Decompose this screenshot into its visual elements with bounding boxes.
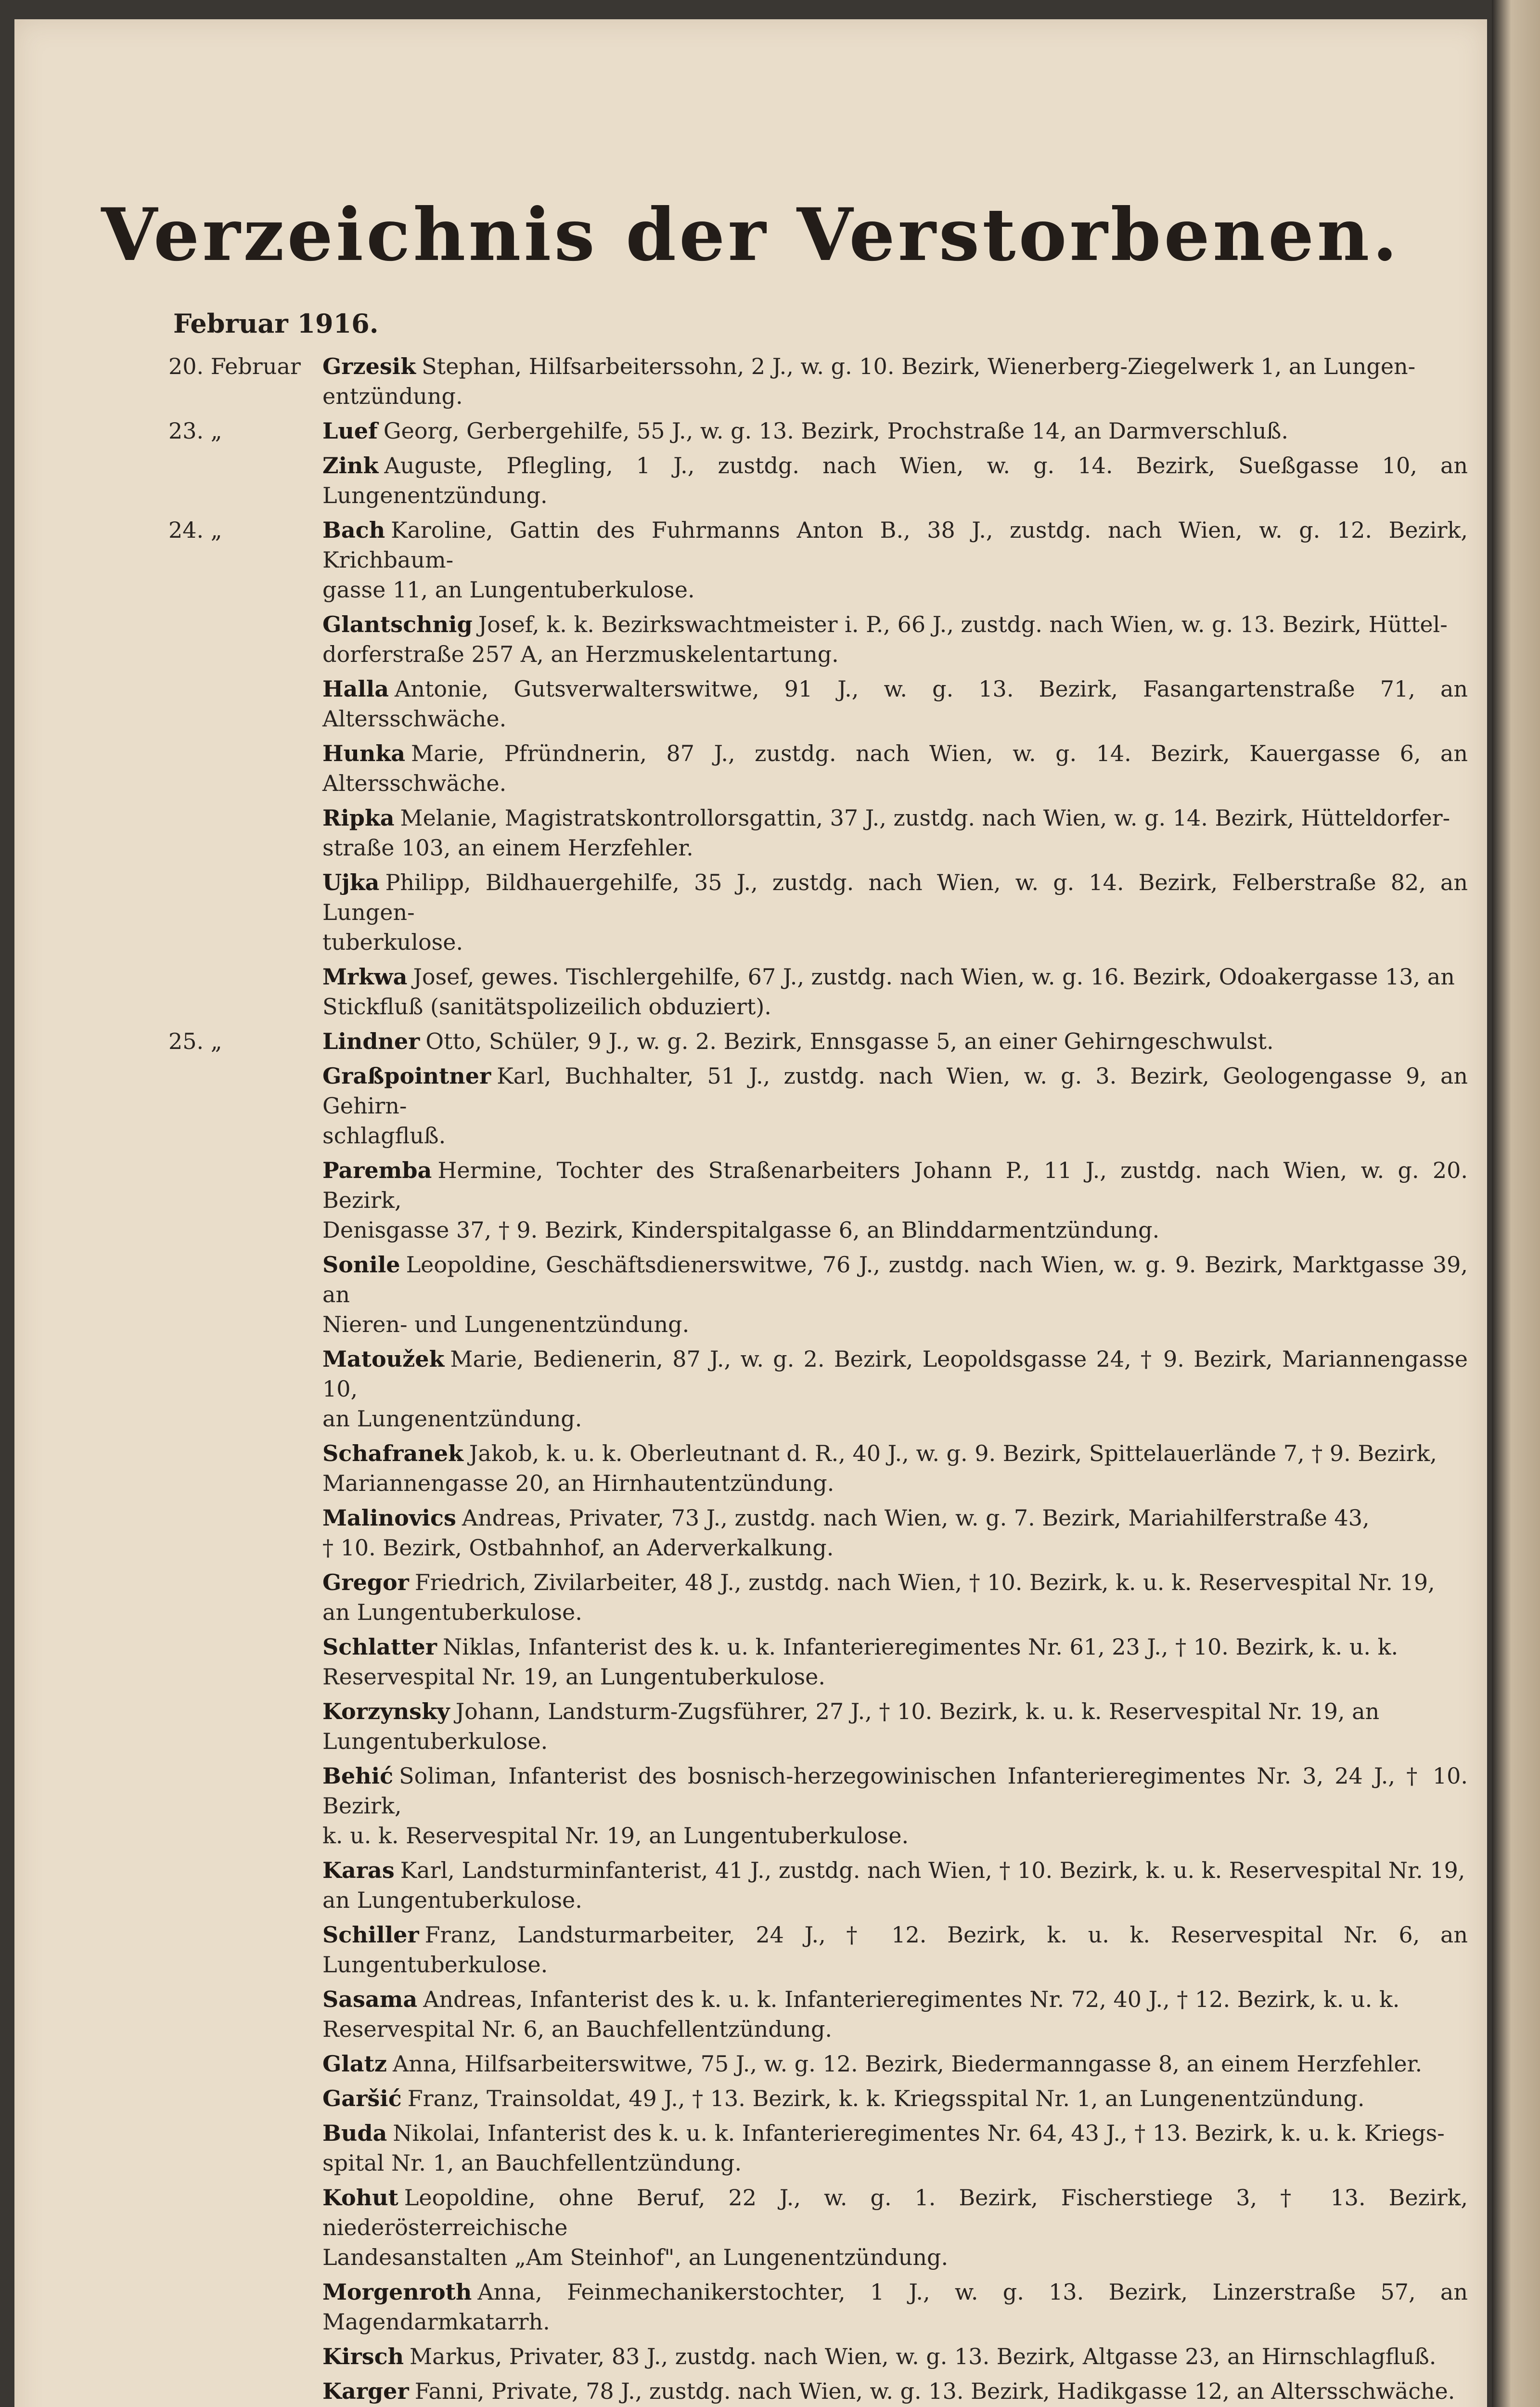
entry-surname: Kirsch bbox=[322, 2343, 404, 2369]
entry-text-continued: Landesanstalten „Am Steinhof", an Lungenentzündung. bbox=[322, 2244, 949, 2270]
register-entry bbox=[14, 962, 1487, 1022]
entry-text-continued: entzündung. bbox=[322, 383, 463, 409]
entry-body bbox=[322, 1026, 1468, 1056]
entry-surname: Garšić bbox=[322, 2085, 402, 2111]
entry-text: Karl, Buchhalter, 51 J., zustdg. nach Wien, w. g. 3. Bezirk, Geologengasse 9, an Gehirn- bbox=[322, 1063, 1468, 1119]
register-entry bbox=[14, 2083, 1487, 2113]
entry-body bbox=[322, 1761, 1468, 1851]
register-entry bbox=[14, 609, 1487, 669]
entry-text: Josef, k. k. Bezirkswachtmeister i. P., 66 J., zustdg. nach Wien, w. g. 13. Bezirk, Hüttel- bbox=[478, 611, 1448, 637]
entry-body bbox=[322, 416, 1468, 446]
entry-text: Nikolai, Infanterist des k. u. k. Infanterieregimentes Nr. 64, 43 J., † 13. Bezirk, k. u. k. Kriegs- bbox=[393, 2120, 1445, 2146]
entry-surname: Glantschnig bbox=[322, 611, 473, 637]
entry-body bbox=[322, 1855, 1468, 1915]
register-entry bbox=[14, 674, 1487, 734]
entry-text-continued: Denisgasse 37, † 9. Bezirk, Kinderspitalgasse 6, an Blinddarmentzündung. bbox=[322, 1217, 1160, 1243]
register-entry bbox=[14, 1026, 1487, 1056]
entry-body bbox=[322, 2049, 1468, 2079]
entry-surname: Paremba bbox=[322, 1157, 432, 1183]
entry-text-continued: an Lungentuberkulose. bbox=[322, 1887, 582, 1913]
entry-body bbox=[322, 2083, 1468, 2113]
entry-body bbox=[322, 962, 1468, 1022]
entry-text: Markus, Privater, 83 J., zustdg. nach Wien, w. g. 13. Bezirk, Altgasse 23, an Hirnschlagfluß. bbox=[410, 2343, 1437, 2369]
entry-surname: Zink bbox=[322, 453, 379, 479]
entry-date: 25. „ bbox=[168, 1028, 222, 1054]
entry-surname: Luef bbox=[322, 418, 378, 444]
entry-text: Otto, Schüler, 9 J., w. g. 2. Bezirk, Ennsgasse 5, an einer Gehirngeschwulst. bbox=[425, 1028, 1274, 1054]
entry-body bbox=[322, 1438, 1468, 1498]
register-entry bbox=[14, 1344, 1487, 1434]
entry-text: Fanni, Private, 78 J., zustdg. nach Wien, w. g. 13. Bezirk, Hadikgasse 12, an Altersschwäche. bbox=[414, 2378, 1455, 2404]
entry-surname: Malinovics bbox=[322, 1505, 456, 1531]
register-entry bbox=[14, 1632, 1487, 1692]
entry-date: 24. „ bbox=[168, 517, 222, 543]
entry-text: Johann, Landsturm-Zugsführer, 27 J., † 10. Bezirk, k. u. k. Reservespital Nr. 19, an bbox=[455, 1698, 1380, 1724]
entry-date: 23. „ bbox=[168, 418, 222, 444]
entry-body bbox=[322, 2342, 1468, 2371]
entry-text-continued: spital Nr. 1, an Bauchfellentzündung. bbox=[322, 2150, 742, 2176]
entry-text: Niklas, Infanterist des k. u. k. Infanterieregimentes Nr. 61, 23 J., † 10. Bezirk, k. u. k. bbox=[442, 1634, 1399, 1660]
entry-text-continued: † 10. Bezirk, Ostbahnhof, an Aderverkalkung. bbox=[322, 1535, 834, 1561]
entry-surname: Kohut bbox=[322, 2185, 398, 2211]
entry-body bbox=[322, 351, 1468, 411]
entry-text-continued: Mariannengasse 20, an Hirnhautentzündung. bbox=[322, 1470, 834, 1496]
entry-surname: Bach bbox=[322, 517, 385, 543]
entry-body bbox=[322, 738, 1468, 798]
entry-surname: Schlatter bbox=[322, 1634, 437, 1660]
section-heading-month: Februar 1916. bbox=[173, 308, 379, 339]
entry-body bbox=[322, 2277, 1468, 2337]
register-entry bbox=[14, 1061, 1487, 1151]
entry-text: Karl, Landsturminfanterist, 41 J., zustdg. nach Wien, † 10. Bezirk, k. u. k. Reservespital Nr. 19, bbox=[400, 1857, 1465, 1883]
entry-body bbox=[322, 609, 1468, 669]
entry-surname: Ujka bbox=[322, 869, 380, 895]
entry-surname: Grzesik bbox=[322, 353, 416, 379]
register-entry bbox=[14, 1567, 1487, 1627]
entry-body bbox=[322, 1250, 1468, 1339]
entry-body bbox=[322, 1155, 1468, 1245]
entry-body bbox=[322, 1632, 1468, 1692]
register-entry bbox=[14, 1696, 1487, 1756]
entry-text: Melanie, Magistratskontrollorsgattin, 37 J., zustdg. nach Wien, w. g. 14. Bezirk, Hütteldorfer- bbox=[400, 805, 1450, 831]
register-entry bbox=[14, 867, 1487, 957]
entry-text: Marie, Bedienerin, 87 J., w. g. 2. Bezirk, Leopoldsgasse 24, † 9. Bezirk, Mariannengasse 10, bbox=[322, 1346, 1468, 1402]
entry-surname: Karger bbox=[322, 2378, 409, 2404]
entry-surname: Hunka bbox=[322, 740, 406, 766]
entry-surname: Graßpointner bbox=[322, 1063, 491, 1089]
register-entry bbox=[14, 738, 1487, 798]
register-entry bbox=[14, 1761, 1487, 1851]
entry-surname: Buda bbox=[322, 2120, 387, 2146]
entry-body bbox=[322, 867, 1468, 957]
entry-text: Franz, Landsturmarbeiter, 24 J., † 12. Bezirk, k. u. k. Reservespital Nr. 6, an Lungentuberkulose. bbox=[322, 1922, 1468, 1978]
entry-text: Anna, Hilfsarbeiterswitwe, 75 J., w. g. 12. Bezirk, Biedermanngasse 8, an einem Herzfehler. bbox=[392, 2051, 1423, 2077]
entry-surname: Schafranek bbox=[322, 1440, 463, 1466]
entry-surname: Behić bbox=[322, 1763, 394, 1789]
entry-text: Friedrich, Zivilarbeiter, 48 J., zustdg. nach Wien, † 10. Bezirk, k. u. k. Reservespital Nr. 19, bbox=[414, 1569, 1435, 1595]
entry-body bbox=[322, 1061, 1468, 1151]
entry-text: Andreas, Privater, 73 J., zustdg. nach Wien, w. g. 7. Bezirk, Mariahilferstraße 43, bbox=[462, 1505, 1370, 1531]
register-entry bbox=[14, 1503, 1487, 1563]
entry-surname: Karas bbox=[322, 1857, 395, 1883]
entry-text: Soliman, Infanterist des bosnisch-herzegowinischen Infanterieregimentes Nr. 3, 24 J., † 10. Bezirk, bbox=[322, 1763, 1468, 1819]
entry-text-continued: schlagfluß. bbox=[322, 1123, 446, 1149]
entry-body bbox=[322, 1920, 1468, 1980]
register-entry bbox=[14, 2277, 1487, 2337]
entry-text-continued: an Lungenentzündung. bbox=[322, 1406, 582, 1432]
entry-surname: Ripka bbox=[322, 805, 395, 831]
register-entry bbox=[14, 1855, 1487, 1915]
register-entry bbox=[14, 1438, 1487, 1498]
entry-text: Antonie, Gutsverwalterswitwe, 91 J., w. g. 13. Bezirk, Fasangartenstraße 71, an Altersschwäche. bbox=[322, 676, 1468, 732]
entry-text-continued: Nieren- und Lungenentzündung. bbox=[322, 1311, 690, 1337]
entry-text-continued: Reservespital Nr. 19, an Lungentuberkulose. bbox=[322, 1664, 825, 1690]
entry-text: Andreas, Infanterist des k. u. k. Infanterieregimentes Nr. 72, 40 J., † 12. Bezirk, k. u. k. bbox=[423, 1986, 1400, 2012]
entry-surname: Gregor bbox=[322, 1569, 409, 1595]
register-entry bbox=[14, 351, 1487, 411]
entry-text: Anna, Feinmechanikerstochter, 1 J., w. g. 13. Bezirk, Linzerstraße 57, an Magendarmkatarrh. bbox=[322, 2279, 1468, 2335]
entry-surname: Mrkwa bbox=[322, 964, 408, 990]
entry-surname: Schiller bbox=[322, 1922, 419, 1948]
entry-text-continued: gasse 11, an Lungentuberkulose. bbox=[322, 577, 695, 603]
register-entry bbox=[14, 1250, 1487, 1339]
entry-text: Philipp, Bildhauergehilfe, 35 J., zustdg. nach Wien, w. g. 14. Bezirk, Felberstraße 82, an Lungen- bbox=[322, 869, 1468, 925]
register-entry bbox=[14, 2118, 1487, 2178]
entry-body bbox=[322, 2118, 1468, 2178]
entry-surname: Korzynsky bbox=[322, 1698, 450, 1724]
entry-body bbox=[322, 674, 1468, 734]
entry-text-continued: Reservespital Nr. 6, an Bauchfellentzündung. bbox=[322, 2016, 833, 2042]
entry-text: Stephan, Hilfsarbeiterssohn, 2 J., w. g. 10. Bezirk, Wienerberg-Ziegelwerk 1, an Lungen- bbox=[422, 353, 1416, 379]
entry-text-continued: straße 103, an einem Herzfehler. bbox=[322, 835, 693, 861]
register-entry bbox=[14, 2376, 1487, 2406]
entry-text-continued: Stickfluß (sanitätspolizeilich obduziert). bbox=[322, 994, 771, 1020]
register-entry bbox=[14, 803, 1487, 863]
entry-text: Marie, Pfründnerin, 87 J., zustdg. nach Wien, w. g. 14. Bezirk, Kauergasse 6, an Altersschwäche. bbox=[322, 740, 1468, 796]
entry-text: Karoline, Gattin des Fuhrmanns Anton B., 38 J., zustdg. nach Wien, w. g. 12. Bezirk, Krichbaum- bbox=[322, 517, 1468, 573]
entry-text: Leopoldine, Geschäftsdienerswitwe, 76 J., zustdg. nach Wien, w. g. 9. Bezirk, Marktgasse 39, an bbox=[322, 1252, 1468, 1307]
entry-body bbox=[322, 1344, 1468, 1434]
entry-body bbox=[322, 451, 1468, 510]
entry-body bbox=[322, 1503, 1468, 1563]
entry-text: Franz, Trainsoldat, 49 J., † 13. Bezirk, k. k. Kriegsspital Nr. 1, an Lungenentzündung. bbox=[407, 2085, 1365, 2111]
register-entry bbox=[14, 2342, 1487, 2371]
register-entry bbox=[14, 1155, 1487, 1245]
page-edge bbox=[1492, 0, 1540, 2407]
register-entry bbox=[14, 2183, 1487, 2272]
document-page bbox=[14, 19, 1487, 2407]
entry-text: Leopoldine, ohne Beruf, 22 J., w. g. 1. Bezirk, Fischerstiege 3, † 13. Bezirk, niederösterreichische bbox=[322, 2185, 1468, 2240]
register-entry bbox=[14, 2049, 1487, 2079]
entry-text-continued: an Lungentuberkulose. bbox=[322, 1599, 582, 1625]
entry-text-continued: dorferstraße 257 A, an Herzmuskelentartung. bbox=[322, 641, 839, 667]
entry-body bbox=[322, 1567, 1468, 1627]
register-entry bbox=[14, 416, 1487, 446]
entry-surname: Sasama bbox=[322, 1986, 418, 2012]
entry-surname: Lindner bbox=[322, 1028, 420, 1054]
register-entry bbox=[14, 1920, 1487, 1980]
entry-body bbox=[322, 2183, 1468, 2272]
entry-text-continued: k. u. k. Reservespital Nr. 19, an Lungentuberkulose. bbox=[322, 1823, 909, 1849]
entry-text-continued: tuberkulose. bbox=[322, 929, 463, 955]
entry-body bbox=[322, 515, 1468, 605]
entry-text: Hermine, Tochter des Straßenarbeiters Johann P., 11 J., zustdg. nach Wien, w. g. 20. Bezirk, bbox=[322, 1157, 1468, 1213]
entry-surname: Glatz bbox=[322, 2051, 387, 2077]
death-register-list bbox=[14, 351, 1487, 2407]
entry-date: 20. Februar bbox=[168, 353, 301, 379]
entry-text: Jakob, k. u. k. Oberleutnant d. R., 40 J., w. g. 9. Bezirk, Spittelauerlände 7, † 9. Bezirk, bbox=[469, 1440, 1437, 1466]
entry-surname: Matoužek bbox=[322, 1346, 445, 1372]
register-entry bbox=[14, 1984, 1487, 2044]
entry-body bbox=[322, 1696, 1468, 1756]
entry-body bbox=[322, 1984, 1468, 2044]
entry-text: Josef, gewes. Tischlergehilfe, 67 J., zustdg. nach Wien, w. g. 16. Bezirk, Odoakergasse 13, an bbox=[413, 964, 1455, 990]
entry-surname: Halla bbox=[322, 676, 389, 702]
entry-text: Georg, Gerbergehilfe, 55 J., w. g. 13. Bezirk, Prochstraße 14, an Darmverschluß. bbox=[383, 418, 1288, 444]
register-entry bbox=[14, 515, 1487, 605]
page-title: Verzeichnis der Verstorbenen. bbox=[101, 193, 1400, 277]
entry-text-continued: Lungentuberkulose. bbox=[322, 1728, 548, 1754]
entry-surname: Sonile bbox=[322, 1252, 400, 1278]
entry-body bbox=[322, 2376, 1468, 2406]
entry-text: Auguste, Pflegling, 1 J., zustdg. nach Wien, w. g. 14. Bezirk, Sueßgasse 10, an Lungenentzündung. bbox=[322, 453, 1468, 508]
entry-surname: Morgenroth bbox=[322, 2279, 472, 2305]
register-entry bbox=[14, 451, 1487, 510]
entry-body bbox=[322, 803, 1468, 863]
